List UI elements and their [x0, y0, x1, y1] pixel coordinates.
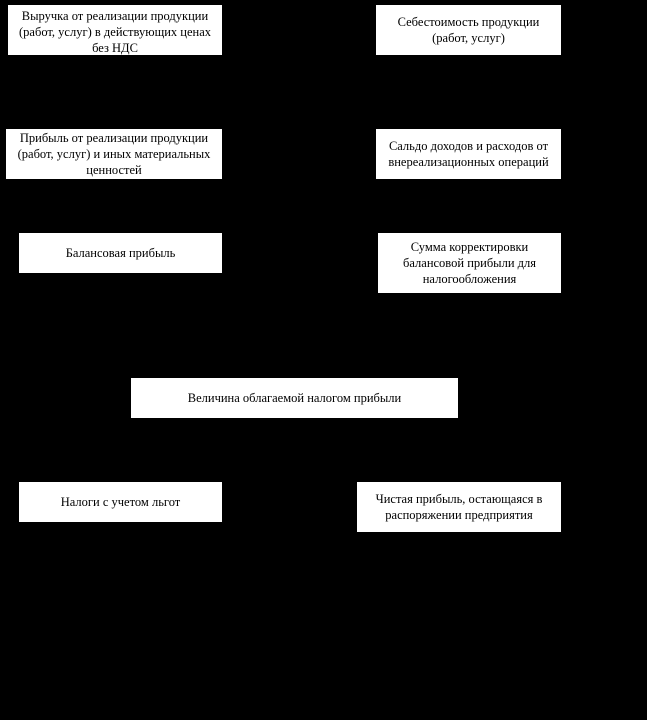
cost-label: Себестоимость продукции (работ, услуг)	[397, 15, 540, 45]
balance-profit-label: Балансовая прибыль	[65, 246, 176, 260]
non-operating-balance-label: Сальдо доходов и расходов от внереализационных операций	[388, 139, 549, 169]
taxes-label: Налоги с учетом льгот	[60, 495, 181, 509]
net-profit-label: Чистая прибыль, остающаяся в распоряжении предприятия	[375, 492, 543, 522]
revenue-box	[8, 5, 222, 55]
sales-profit-box	[6, 129, 222, 179]
non-operating-balance-box	[376, 129, 561, 179]
cost-box	[376, 5, 561, 55]
tax-adjustment-label: Сумма корректировки балансовой прибыли для налогообложения	[403, 240, 536, 286]
taxable-profit-box	[131, 378, 458, 418]
net-profit-box	[357, 482, 561, 532]
tax-adjustment-box	[378, 233, 561, 293]
revenue-label: Выручка от реализации продукции (работ, услуг) в действующих ценах без НДС	[19, 9, 211, 55]
taxable-profit-label: Величина облагаемой налогом прибыли	[187, 391, 402, 405]
sales-profit-label: Прибыль от реализации продукции (работ, услуг) и иных материальных ценностей	[17, 131, 211, 177]
taxes-box	[19, 482, 222, 522]
balance-profit-box	[19, 233, 222, 273]
